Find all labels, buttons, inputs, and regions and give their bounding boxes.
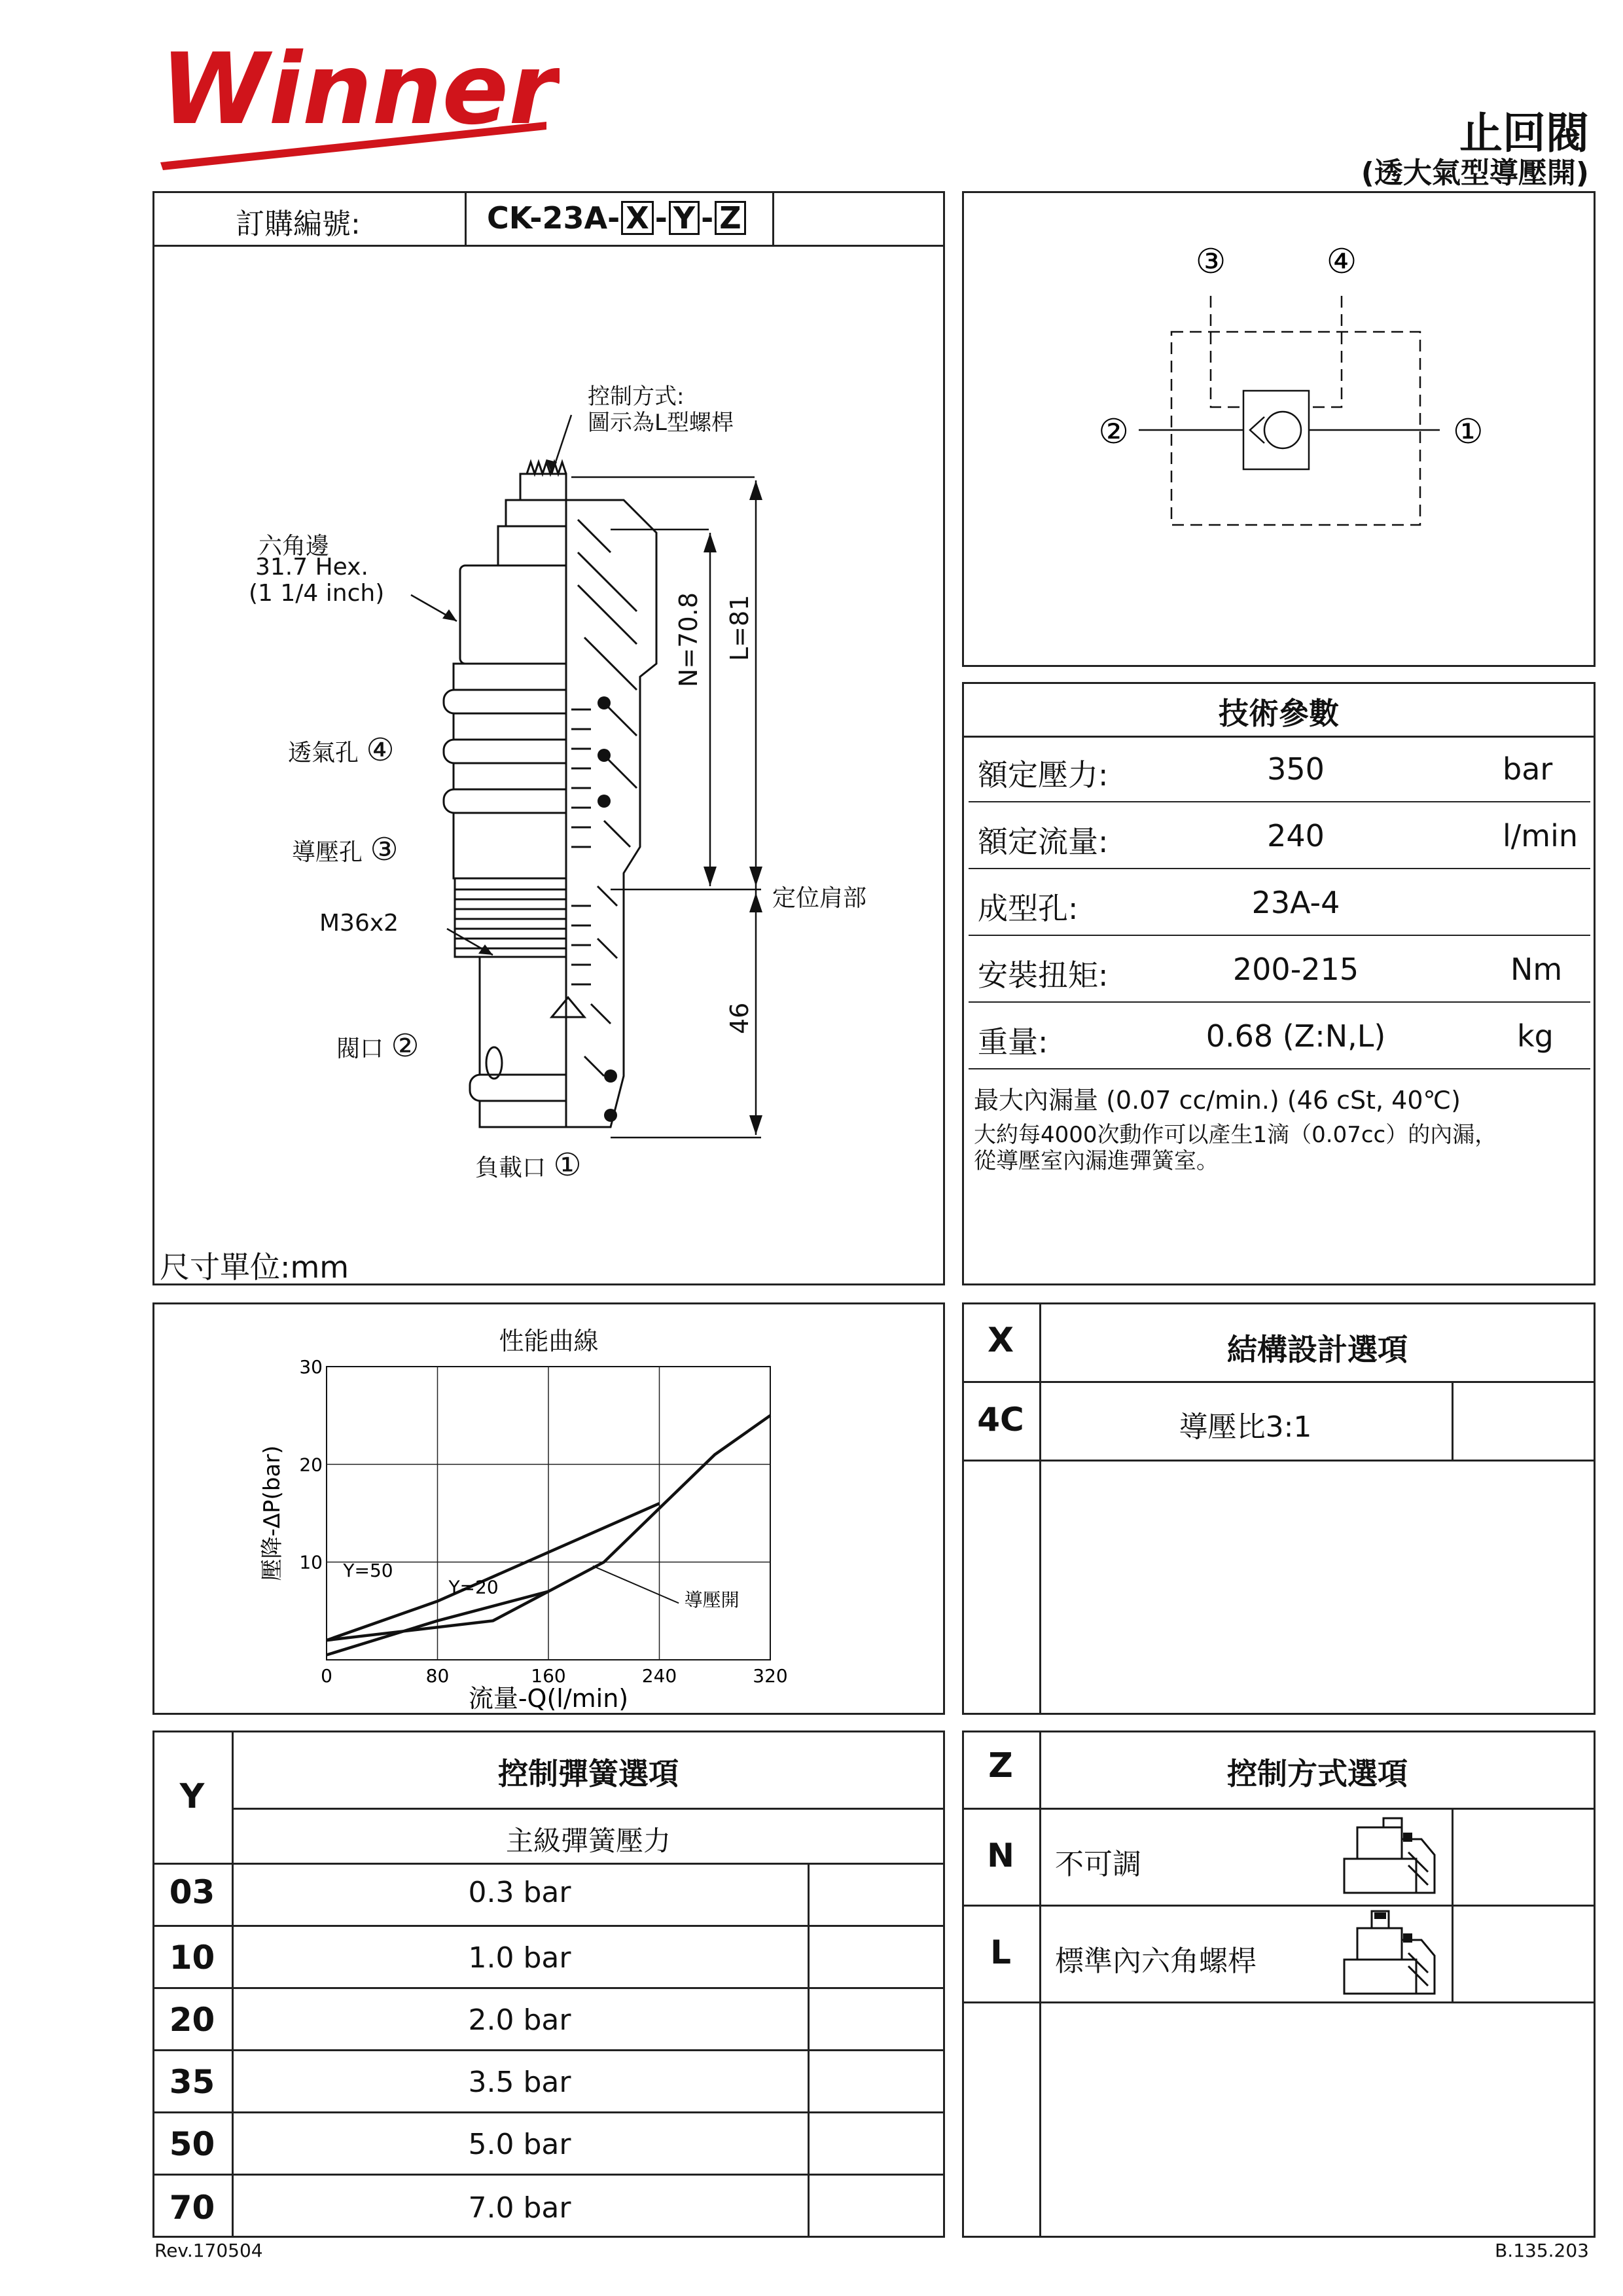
unit-note: 尺寸單位:mm xyxy=(160,1249,349,1285)
chart-x-axis-label: 流量-Q(l/min) xyxy=(468,1684,629,1713)
hex-label-2: 31.7 Hex. xyxy=(255,554,368,581)
tech-row-label: 安裝扭矩: xyxy=(978,958,1109,993)
chart-title: 性能曲線 xyxy=(499,1327,599,1355)
chart-x-tick-label: 160 xyxy=(531,1665,566,1687)
tech-row-unit: Nm xyxy=(1510,952,1563,987)
symbol-port-2-icon: ② xyxy=(1098,412,1129,452)
tech-row-value: 350 xyxy=(1267,751,1325,787)
y-option-code: 20 xyxy=(169,2001,215,2039)
y-option-value: 1.0 bar xyxy=(468,1941,571,1975)
revision: Rev.170504 xyxy=(154,2240,263,2261)
chart-series-label: Y=20 xyxy=(448,1576,499,1598)
brand-logo-text: Winner xyxy=(160,33,558,147)
tech-heading: 技術參數 xyxy=(1219,696,1339,731)
y-option-value: 2.0 bar xyxy=(468,2003,571,2037)
chart-x-tick-label: 80 xyxy=(425,1665,450,1687)
y-option-code: 03 xyxy=(169,1873,215,1911)
chart-y-axis-label: 壓降-ΔP(bar) xyxy=(259,1445,285,1581)
port-1-icon: ① xyxy=(553,1147,582,1183)
leakage-detail-2: 從導壓室內漏進彈簧室。 xyxy=(974,1148,1219,1174)
hex-label-1: 六角邊 xyxy=(259,533,330,560)
y-option-code: 50 xyxy=(169,2125,215,2163)
page-code: B.135.203 xyxy=(1495,2240,1589,2261)
y-option-value: 3.5 bar xyxy=(468,2066,571,2099)
tech-row-unit: l/min xyxy=(1503,818,1578,853)
port-4-icon: ④ xyxy=(366,732,395,768)
chart-x-tick-label: 0 xyxy=(321,1665,332,1687)
port-2-icon: ② xyxy=(391,1028,419,1064)
tech-row-label: 成型孔: xyxy=(978,891,1079,926)
dimension-l: L=81 xyxy=(725,594,754,661)
fixed-control-icon xyxy=(1340,1813,1438,1898)
z-table-heading: 控制方式選項 xyxy=(1227,1756,1408,1791)
y-option-value: 7.0 bar xyxy=(468,2191,571,2225)
tech-row-unit: bar xyxy=(1503,751,1553,787)
control-note-1: 控制方式: xyxy=(588,384,685,410)
z-option-code: N xyxy=(987,1837,1014,1874)
chart-x-tick-label: 320 xyxy=(753,1665,788,1687)
tech-row-value: 0.68 (Z:N,L) xyxy=(1205,1018,1386,1054)
order-code-y: Y xyxy=(669,201,700,235)
hydraulic-symbol xyxy=(962,191,1596,667)
y-table-subheading: 主級彈簧壓力 xyxy=(505,1825,671,1857)
dimension-46: 46 xyxy=(725,1002,754,1034)
order-code-label: 訂購編號: xyxy=(236,207,361,241)
y-table-head: Y xyxy=(179,1777,205,1816)
y-option-code: 70 xyxy=(169,2189,215,2227)
z-option-desc: 標準內六角螺桿 xyxy=(1055,1945,1257,1978)
hex-screw-control-icon xyxy=(1340,1909,1438,1999)
y-option-code: 35 xyxy=(169,2063,215,2101)
adjust-screw xyxy=(520,474,566,500)
symbol-port-1-icon: ① xyxy=(1453,412,1484,452)
y-option-value: 5.0 bar xyxy=(468,2128,571,2161)
thread-label: M36x2 xyxy=(319,910,399,937)
tech-row-label: 額定壓力: xyxy=(978,757,1109,793)
x-option-code: 4C xyxy=(977,1401,1024,1439)
symbol-port-3-icon: ③ xyxy=(1195,242,1226,281)
tech-row-label: 額定流量: xyxy=(978,824,1109,859)
port-3-icon: ③ xyxy=(370,831,399,868)
z-option-desc: 不可調 xyxy=(1055,1848,1141,1881)
order-code-prefix: CK-23A- xyxy=(487,200,620,236)
leakage-note: 最大內漏量 (0.07 cc/min.) (46 cSt, 40℃) xyxy=(974,1086,1461,1115)
page-title: 止回閥 xyxy=(1459,108,1589,158)
dimension-n: N=70.8 xyxy=(674,592,703,687)
chart-y-tick-label: 10 xyxy=(299,1551,323,1573)
brand-logo xyxy=(154,25,560,175)
tech-row-unit: kg xyxy=(1517,1018,1554,1054)
y-option-table xyxy=(152,1731,945,2238)
z-option-code: L xyxy=(990,1933,1011,1971)
hex-label-3: (1 1/4 inch) xyxy=(249,580,385,607)
cartridge-section-drawing xyxy=(152,245,945,1285)
symbol-port-4-icon: ④ xyxy=(1326,242,1357,281)
z-option-table xyxy=(962,1731,1596,2238)
chart-y-tick-label: 20 xyxy=(299,1454,323,1476)
y-table-heading: 控制彈簧選項 xyxy=(498,1756,679,1791)
control-note-2: 圖示為L型螺桿 xyxy=(588,410,734,436)
pilot-port-label: 導壓孔 ③ xyxy=(292,831,399,868)
page-subtitle: (透大氣型導壓開) xyxy=(1361,156,1589,190)
y-option-code: 10 xyxy=(169,1939,215,1977)
x-table-heading: 結構設計選項 xyxy=(1227,1332,1408,1367)
tech-row-value: 200-215 xyxy=(1232,952,1359,987)
z-table-head: Z xyxy=(988,1746,1013,1785)
tech-row-label: 重量: xyxy=(978,1024,1048,1060)
tech-row-value: 240 xyxy=(1267,818,1325,853)
y-option-value: 0.3 bar xyxy=(468,1876,571,1909)
chart-series-label: Y=50 xyxy=(343,1560,393,1582)
chart-annotation-leader xyxy=(593,1566,679,1604)
shoulder-label: 定位肩部 xyxy=(772,885,867,912)
leakage-detail-1: 大約每4000次動作可以產生1滴（0.07cc）的內漏， xyxy=(974,1122,1497,1148)
valve-port-label: 閥口 ② xyxy=(336,1028,419,1064)
performance-chart xyxy=(152,1302,945,1715)
order-code: CK-23A- X - Y - Z xyxy=(487,200,747,236)
tech-row-value: 23A-4 xyxy=(1251,885,1340,920)
order-code-z: Z xyxy=(715,201,745,235)
x-option-desc: 導壓比3:1 xyxy=(1179,1410,1312,1444)
chart-series-label: 導壓開 xyxy=(684,1588,740,1611)
load-port-label: 負載口 ① xyxy=(475,1147,582,1183)
chart-y-tick-label: 30 xyxy=(299,1356,323,1378)
chart-x-tick-label: 240 xyxy=(641,1665,677,1687)
vent-port-label: 透氣孔 ④ xyxy=(288,732,395,768)
order-code-x: X xyxy=(621,201,653,235)
x-table-head: X xyxy=(987,1321,1014,1360)
